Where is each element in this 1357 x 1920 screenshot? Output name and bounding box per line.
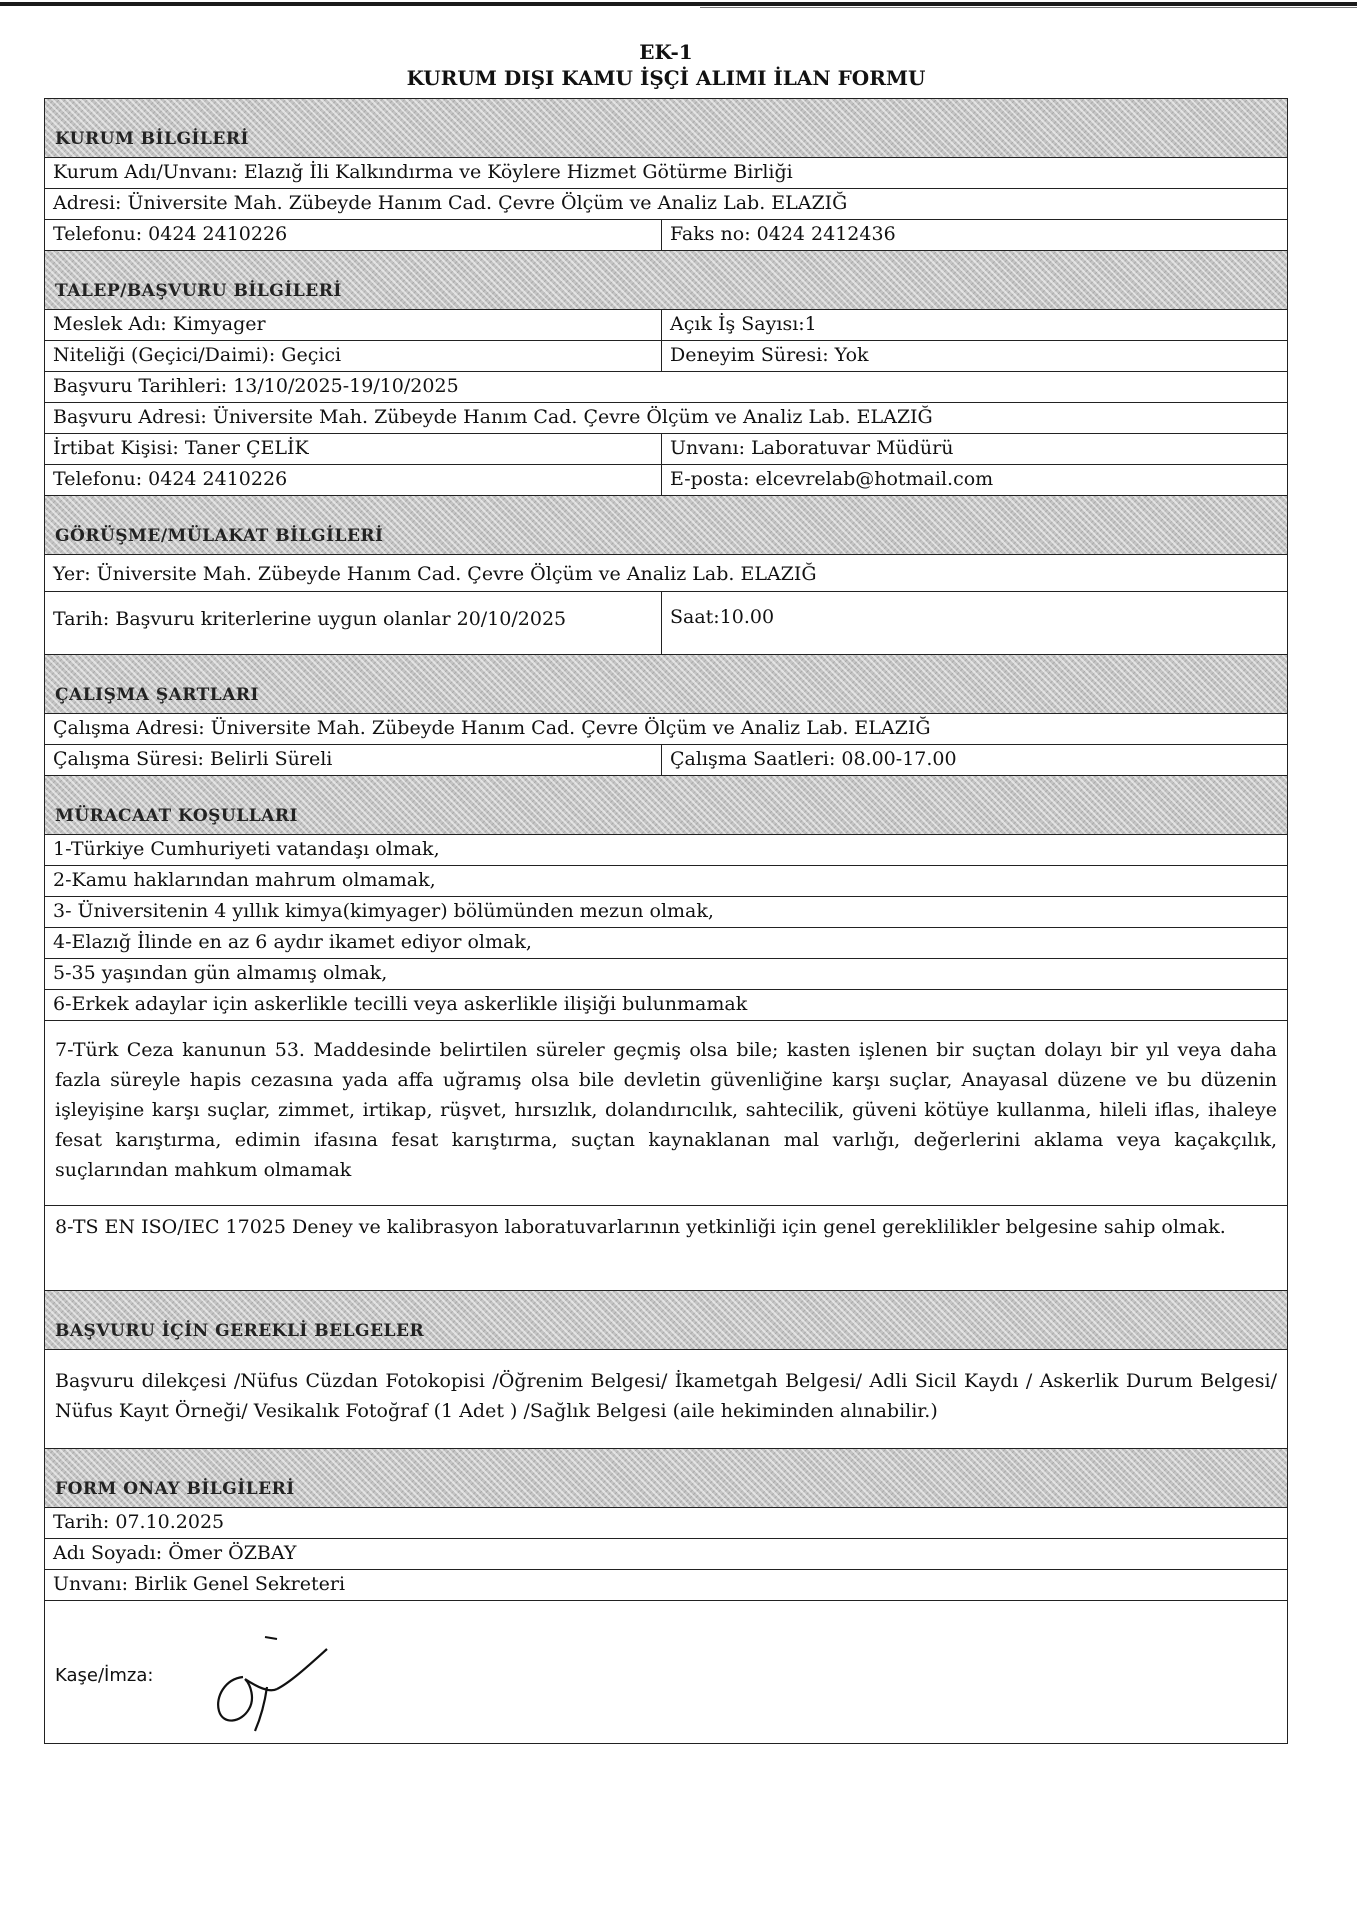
form-row bbox=[45, 189, 1287, 220]
form-row bbox=[45, 434, 1287, 465]
institution-address: Adresi: Üniversite Mah. Zübeyde Hanım Cad. Çevre Ölçüm ve Analiz Lab. ELAZIĞ bbox=[53, 192, 848, 214]
form-row bbox=[45, 403, 1287, 434]
work-duration: Çalışma Süresi: Belirli Süreli bbox=[45, 745, 662, 775]
page-top-rule-thin bbox=[700, 7, 1357, 8]
approver-title: Unvanı: Birlik Genel Sekreteri bbox=[53, 1573, 346, 1595]
form-row bbox=[45, 341, 1287, 372]
requirement-item: 6-Erkek adaylar için askerlikle tecilli veya askerlikle ilişiği bulunmamak bbox=[53, 993, 748, 1015]
section-title: ÇALIŞMA ŞARTLARI bbox=[55, 685, 259, 705]
page-top-rule bbox=[0, 2, 1357, 6]
requirement-row bbox=[45, 1021, 1287, 1206]
form-row bbox=[45, 714, 1287, 745]
section-title: GÖRÜŞME/MÜLAKAT BİLGİLERİ bbox=[55, 526, 384, 546]
institution-fax: Faks no: 0424 2412436 bbox=[670, 223, 896, 245]
contact-email: E-posta: elcevrelab@hotmail.com bbox=[670, 468, 994, 490]
section-header-onay bbox=[45, 1449, 1287, 1508]
form-row bbox=[45, 592, 1287, 655]
requirement-row bbox=[45, 835, 1287, 866]
section-header-talep bbox=[45, 251, 1287, 310]
form-row bbox=[45, 1539, 1287, 1570]
form-row bbox=[45, 158, 1287, 189]
contact-title: Unvanı: Laboratuvar Müdürü bbox=[670, 437, 954, 459]
required-documents: Başvuru dilekçesi /Nüfus Cüzdan Fotokopisi /Öğrenim Belgesi/ İkametgah Belgesi/ Adli Sicil Kaydı / Askerlik Durum Belgesi/ Nüfus Kayıt Örneği/ Vesikalık Fotoğraf (1 Adet ) /Sağlık Belgesi (aile hekiminden alınabilir.) bbox=[55, 1370, 1277, 1422]
requirement-item: 1-Türkiye Cumhuriyeti vatandaşı olmak, bbox=[53, 838, 440, 860]
form-row bbox=[45, 1570, 1287, 1601]
approval-date: Tarih: 07.10.2025 bbox=[53, 1511, 225, 1533]
requirement-row bbox=[45, 866, 1287, 897]
form-row bbox=[45, 220, 1287, 251]
interview-time: Saat:10.00 bbox=[670, 606, 775, 628]
requirement-row bbox=[45, 1206, 1287, 1291]
requirement-item-8: 8-TS EN ISO/IEC 17025 Deney ve kalibrasyon laboratuvarlarının yetkinliği için genel gereklilikler belgesine sahip olmak. bbox=[55, 1216, 1226, 1238]
section-title: FORM ONAY BİLGİLERİ bbox=[55, 1479, 295, 1499]
form-row bbox=[45, 745, 1287, 776]
work-hours: Çalışma Saatleri: 08.00-17.00 bbox=[670, 748, 957, 770]
institution-phone: Telefonu: 0424 2410226 bbox=[45, 220, 662, 250]
contact-person: İrtibat Kişisi: Taner ÇELİK bbox=[45, 434, 662, 464]
requirement-item-7: 7-Türk Ceza kanunun 53. Maddesinde belirtilen süreler geçmiş olsa bile; kasten işlenen bir suçtan dolayı bir yıl veya daha fazla süreyle hapis cezasına yada affa uğramış olsa bile devletin güvenliğine karşı suçlar, Anayasal düzene ve bu düzenin işleyişine karşı suçlar, zimmet, irtikap, rüşvet, hırsızlık, dolandırıcılık, sahtecilik, güveni kötüye kullanma, hileli iflas, ihaleye fesat karıştırma, edimin ifasına fesat karıştırma, suçtan kaynaklanan mal varlığı, değerlerini aklama veya kaçakçılık, suçlarından mahkum olmamak bbox=[55, 1039, 1277, 1181]
approver-name: Adı Soyadı: Ömer ÖZBAY bbox=[53, 1542, 297, 1564]
form-row bbox=[45, 465, 1287, 496]
interview-location: Yer: Üniversite Mah. Zübeyde Hanım Cad. Çevre Ölçüm ve Analiz Lab. ELAZIĞ bbox=[53, 563, 817, 585]
section-title: BAŞVURU İÇİN GEREKLİ BELGELER bbox=[55, 1321, 425, 1341]
contact-phone: Telefonu: 0424 2410226 bbox=[45, 465, 662, 495]
requirement-item: 5-35 yaşından gün almamış olmak, bbox=[53, 962, 388, 984]
requirement-row bbox=[45, 928, 1287, 959]
handwritten-signature bbox=[205, 1627, 345, 1737]
requirement-item: 3- Üniversitenin 4 yıllık kimya(kimyager) bölümünden mezun olmak, bbox=[53, 900, 714, 922]
section-title: KURUM BİLGİLERİ bbox=[55, 129, 249, 149]
section-header-muracaat bbox=[45, 776, 1287, 835]
section-header-belgeler bbox=[45, 1291, 1287, 1350]
institution-name: Kurum Adı/Unvanı: Elazığ İli Kalkındırma ve Köylere Hizmet Götürme Birliği bbox=[53, 161, 793, 183]
requirement-item: 4-Elazığ İlinde en az 6 aydır ikamet ediyor olmak, bbox=[53, 931, 532, 953]
requirement-row bbox=[45, 897, 1287, 928]
application-dates: Başvuru Tarihleri: 13/10/2025-19/10/2025 bbox=[53, 375, 459, 397]
form-row bbox=[45, 1508, 1287, 1539]
annex-label: EK-1 bbox=[639, 40, 693, 64]
signature-row bbox=[45, 1601, 1287, 1743]
experience-required: Deneyim Süresi: Yok bbox=[670, 344, 869, 366]
form-row bbox=[45, 555, 1287, 592]
form-title: KURUM DIŞI KAMU İŞÇİ ALIMI İLAN FORMU bbox=[406, 66, 926, 90]
requirement-row bbox=[45, 990, 1287, 1021]
work-address: Çalışma Adresi: Üniversite Mah. Zübeyde Hanım Cad. Çevre Ölçüm ve Analiz Lab. ELAZIĞ bbox=[53, 717, 931, 739]
occupation-name: Meslek Adı: Kimyager bbox=[45, 310, 662, 340]
interview-date: Tarih: Başvuru kriterlerine uygun olanlar 20/10/2025 bbox=[45, 592, 662, 654]
application-address: Başvuru Adresi: Üniversite Mah. Zübeyde Hanım Cad. Çevre Ölçüm ve Analiz Lab. ELAZIĞ bbox=[53, 406, 933, 428]
form-row bbox=[45, 310, 1287, 341]
section-title: TALEP/BAŞVURU BİLGİLERİ bbox=[55, 281, 342, 301]
form-row bbox=[45, 1350, 1287, 1449]
form-row bbox=[45, 372, 1287, 403]
stamp-signature-label: Kaşe/İmza: bbox=[55, 1665, 154, 1686]
position-type: Niteliği (Geçici/Daimi): Geçici bbox=[45, 341, 662, 371]
section-header-gorusme bbox=[45, 496, 1287, 555]
requirement-row bbox=[45, 959, 1287, 990]
section-header-kurum bbox=[45, 99, 1287, 158]
announcement-form bbox=[44, 98, 1288, 1744]
section-header-calisma bbox=[45, 655, 1287, 714]
requirement-item: 2-Kamu haklarından mahrum olmamak, bbox=[53, 869, 436, 891]
open-positions: Açık İş Sayısı:1 bbox=[670, 313, 817, 335]
section-title: MÜRACAAT KOŞULLARI bbox=[55, 806, 298, 826]
